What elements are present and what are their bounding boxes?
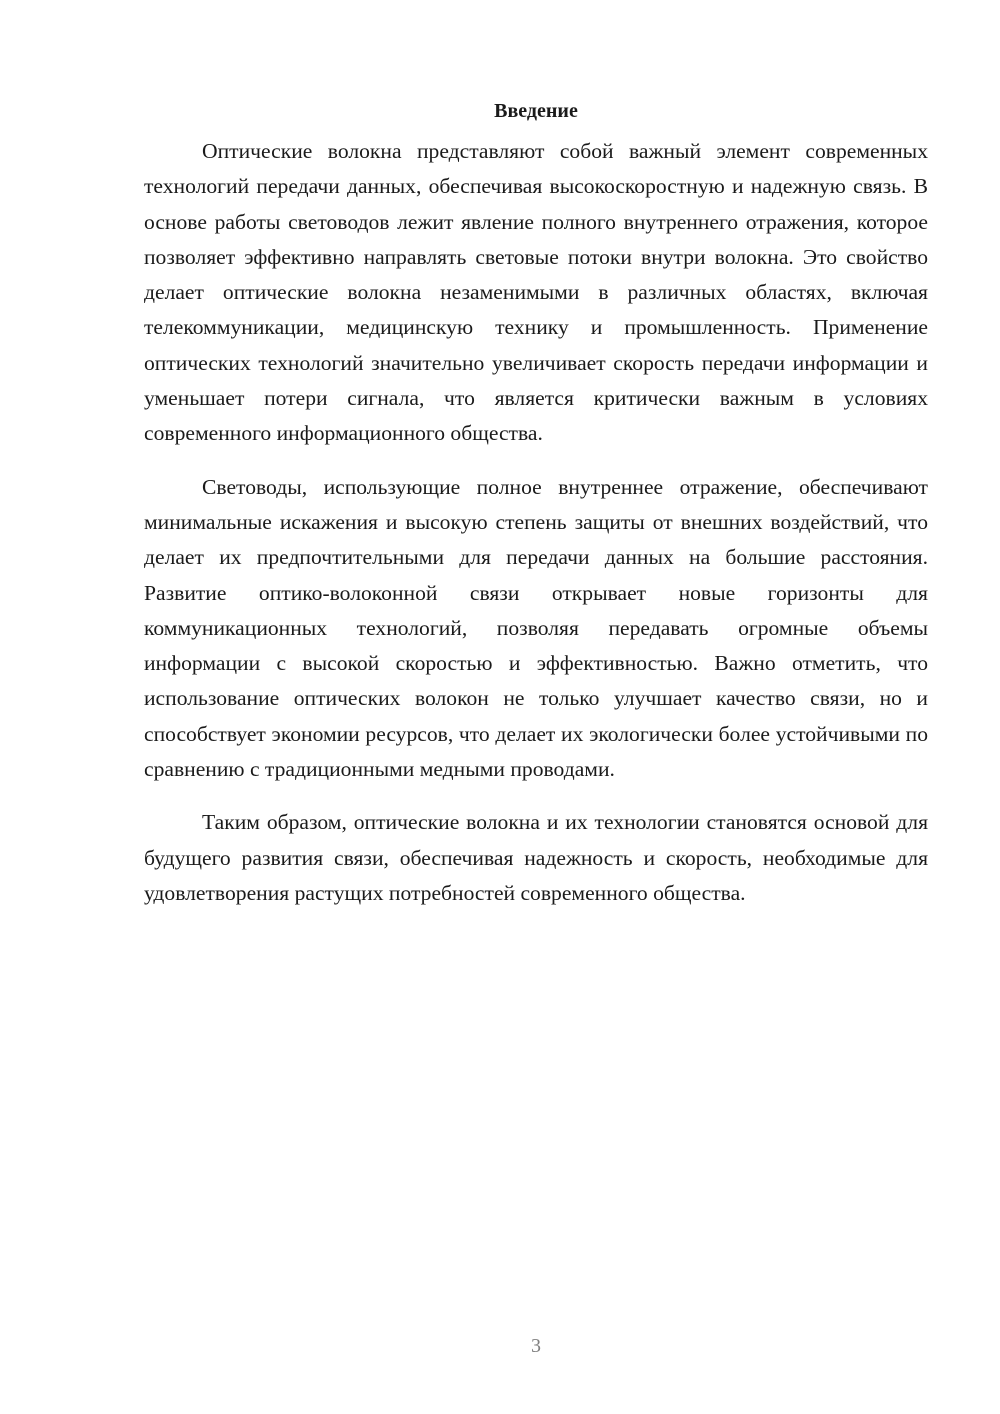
paragraph-3: Таким образом, оптические волокна и их технологии становятся основой для будущего развития связи, обеспечивая надежность и скорость, необходимые для удовлетворения растущих потребностей современного общества. xyxy=(144,810,928,905)
page-content xyxy=(144,96,928,911)
paragraph-2: Световоды, использующие полное внутреннее отражение, обеспечивают минимальные искажения и высокую степень защиты от внешних воздействий, что делает их предпочтительными для передачи данных на большие расстояния. Развитие оптико-волоконной связи открывает новые горизонты для коммуникационных технологий, позволяя передавать огромные объемы информации с высокой скоростью и эффективностью. Важно отметить, что использование оптических волокон не только улучшает качество связи, но и способствует экономии ресурсов, что делает их экологически более устойчивыми по сравнению с традиционными медными проводами. xyxy=(144,474,928,782)
page-number: 3 xyxy=(531,1335,541,1357)
paragraph-1: Оптические волокна представляют собой важный элемент современных технологий передачи данных, обеспечивая высокоскоростную и надежную связь. В основе работы световодов лежит явление полного внутреннего отражения, которое позволяет эффективно направлять световые потоки внутри волокна. Это свойство делает оптические волокна незаменимыми в различных областях, включая телекоммуникации, медицинскую технику и промышленность. Применение оптических технологий значительно увеличивает скорость передачи информации и уменьшает потери сигнала, что является критически важным в условиях современного информационного общества. xyxy=(144,139,928,446)
section-title: Введение xyxy=(494,100,578,122)
